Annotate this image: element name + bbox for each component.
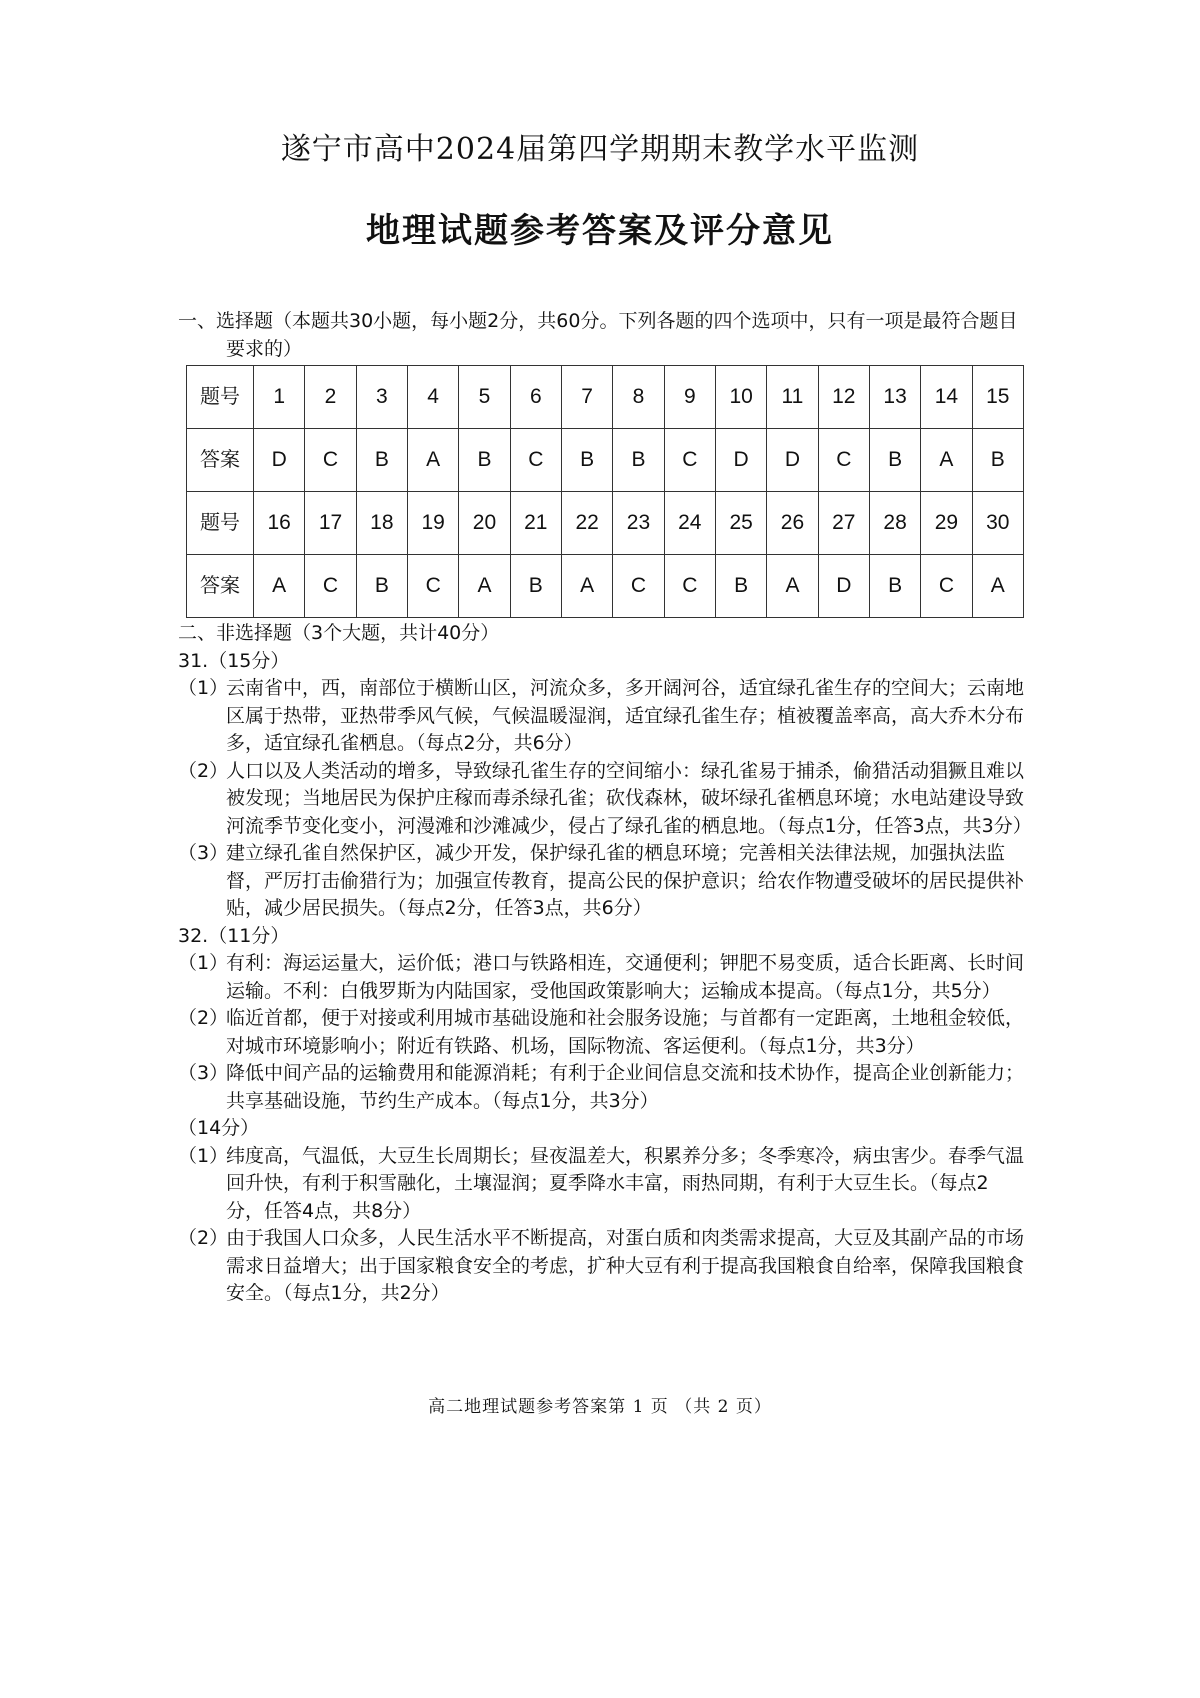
item-text: 云南省中，西，南部位于横断山区，河流众多，多开阔河谷，适宜绿孔雀生存的空间大；云南地区属于热带，亚热带季风气候，气候温暖湿润，适宜绿孔雀生存；植被覆盖率高，高大乔木分布多，适宜绿孔雀栖息。（每点2分，共6分） — [226, 677, 1025, 754]
item-text: 人口以及人类活动的增多，导致绿孔雀生存的空间缩小：绿孔雀易于捕杀，偷猎活动猖獗且难以被发现；当地居民为保护庄稼而毒杀绿孔雀；砍伐森林，破坏绿孔雀栖息环境；水电站建设导致河流季节变化变小，河漫滩和沙滩减少，侵占了绿孔雀的栖息地。（每点1分，任答3点，共3分） — [226, 759, 1032, 837]
answer-cell: B — [459, 429, 510, 492]
list-item — [178, 758, 1032, 841]
list-item — [178, 1143, 1026, 1226]
question-number: 22 — [561, 492, 612, 555]
question-number: 15 — [972, 366, 1023, 429]
table-row-answers-2 — [187, 555, 1024, 618]
answer-cell: B — [561, 429, 612, 492]
answer-cell: B — [356, 429, 407, 492]
list-item — [178, 840, 1026, 923]
question-number: 16 — [254, 492, 305, 555]
page-footer: 高二地理试题参考答案第 1 页 （共 2 页） — [428, 1397, 772, 1417]
answer-cell: D — [818, 555, 869, 618]
row-label: 题号 — [187, 366, 254, 429]
question-number: 3 — [356, 366, 407, 429]
answer-cell: A — [767, 555, 818, 618]
table-row-answers-1 — [187, 429, 1024, 492]
question-33-label: （14分） — [178, 1117, 260, 1139]
question-number: 20 — [459, 492, 510, 555]
question-number: 9 — [664, 366, 715, 429]
answer-cell: A — [407, 429, 458, 492]
section1-heading: 一、选择题（本题共30小题，每小题2分，共60分。下列各题的四个选项中，只有一项是最符合题目要求的） — [178, 310, 1018, 360]
question-number: 8 — [613, 366, 664, 429]
question-number: 14 — [921, 366, 972, 429]
question-number: 5 — [459, 366, 510, 429]
question-number: 25 — [715, 492, 766, 555]
list-item — [178, 1005, 1026, 1060]
question-number: 6 — [510, 366, 561, 429]
answer-cell: A — [459, 555, 510, 618]
question-number: 1 — [254, 366, 305, 429]
item-number: （1） — [178, 952, 229, 974]
list-item — [178, 950, 1026, 1005]
answer-cell: A — [561, 555, 612, 618]
answer-cell: A — [921, 429, 972, 492]
question-number: 23 — [613, 492, 664, 555]
answer-cell: B — [715, 555, 766, 618]
item-number: （3） — [178, 842, 229, 864]
row-label: 答案 — [187, 555, 254, 618]
question-number: 2 — [305, 366, 356, 429]
table-row-numbers-1 — [187, 366, 1024, 429]
section2-heading: 二、非选择题（3个大题，共计40分） — [178, 622, 500, 644]
list-item — [178, 1225, 1026, 1308]
answer-cell: C — [305, 429, 356, 492]
item-number: （2） — [178, 759, 229, 782]
question-number: 30 — [972, 492, 1023, 555]
question-number: 17 — [305, 492, 356, 555]
row-label: 答案 — [187, 429, 254, 492]
item-text: 临近首都，便于对接或利用城市基础设施和社会服务设施；与首都有一定距离，土地租金较低，对城市环境影响小；附近有铁路、机场，国际物流、客运便利。（每点1分，共3分） — [226, 1007, 1025, 1057]
exam-title: 遂宁市高中2024届第四学期期末教学水平监测 — [280, 132, 920, 167]
list-item — [178, 675, 1026, 758]
item-text: 建立绿孔雀自然保护区，减少开发，保护绿孔雀的栖息环境；完善相关法律法规，加强执法监督，严厉打击偷猎行为；加强宣传教育，提高公民的保护意识；给农作物遭受破坏的居民提供补贴，减少居民损失。（每点2分，任答3点，共6分） — [226, 842, 1025, 919]
answer-cell: B — [869, 555, 920, 618]
answer-cell: C — [510, 429, 561, 492]
answer-cell: A — [254, 555, 305, 618]
question-number: 4 — [407, 366, 458, 429]
answer-cell: A — [972, 555, 1023, 618]
answer-cell: D — [767, 429, 818, 492]
item-number: （3） — [178, 1062, 229, 1084]
question-number: 29 — [921, 492, 972, 555]
item-text: 纬度高，气温低，大豆生长周期长；昼夜温差大，积累养分多；冬季寒冷，病虫害少。春季气温回升快，有利于积雪融化，土壤湿润；夏季降水丰富，雨热同期，有利于大豆生长。（每点2分，任答4点，共8分） — [226, 1144, 1025, 1222]
question-number: 18 — [356, 492, 407, 555]
question-number: 19 — [407, 492, 458, 555]
item-text: 降低中间产品的运输费用和能源消耗；有利于企业间信息交流和技术协作，提高企业创新能力；共享基础设施，节约生产成本。（每点1分，共3分） — [226, 1062, 1025, 1112]
answer-cell: B — [869, 429, 920, 492]
answer-cell: C — [664, 555, 715, 618]
answer-key-title: 地理试题参考答案及评分意见 — [366, 211, 834, 251]
question-number: 27 — [818, 492, 869, 555]
list-item — [178, 1060, 1026, 1115]
item-text: 有利：海运运量大，运价低；港口与铁路相连，交通便利；钾肥不易变质，适合长距离、长时间运输。不利：白俄罗斯为内陆国家，受他国政策影响大；运输成本提高。（每点1分，共5分） — [226, 952, 1025, 1002]
answer-cell: C — [664, 429, 715, 492]
answer-cell: D — [715, 429, 766, 492]
answer-cell: C — [305, 555, 356, 618]
table-row-numbers-2 — [187, 492, 1024, 555]
question-number: 28 — [869, 492, 920, 555]
answer-cell: C — [818, 429, 869, 492]
answer-cell: B — [510, 555, 561, 618]
item-number: （2） — [178, 1007, 229, 1029]
answer-cell: C — [407, 555, 458, 618]
question-31-label: 31.（15分） — [178, 649, 290, 672]
question-number: 24 — [664, 492, 715, 555]
item-number: （1） — [178, 1144, 229, 1167]
answer-cell: C — [921, 555, 972, 618]
question-number: 13 — [869, 366, 920, 429]
question-number: 7 — [561, 366, 612, 429]
answer-table — [186, 365, 1024, 618]
answer-cell: C — [613, 555, 664, 618]
item-number: （2） — [178, 1227, 229, 1249]
answer-cell: B — [613, 429, 664, 492]
question-number: 12 — [818, 366, 869, 429]
question-number: 26 — [767, 492, 818, 555]
row-label: 题号 — [187, 492, 254, 555]
document-body — [178, 308, 1032, 1308]
answer-cell: B — [356, 555, 407, 618]
item-text: 由于我国人口众多，人民生活水平不断提高，对蛋白质和肉类需求提高，大豆及其副产品的市场需求日益增大；出于国家粮食安全的考虑，扩种大豆有利于提高我国粮食自给率，保障我国粮食安全。（每点1分，共2分） — [226, 1227, 1025, 1304]
question-32-label: 32.（11分） — [178, 924, 290, 947]
question-number: 11 — [767, 366, 818, 429]
item-number: （1） — [178, 677, 229, 699]
question-number: 10 — [715, 366, 766, 429]
answer-cell: B — [972, 429, 1023, 492]
answer-cell: D — [254, 429, 305, 492]
question-number: 21 — [510, 492, 561, 555]
